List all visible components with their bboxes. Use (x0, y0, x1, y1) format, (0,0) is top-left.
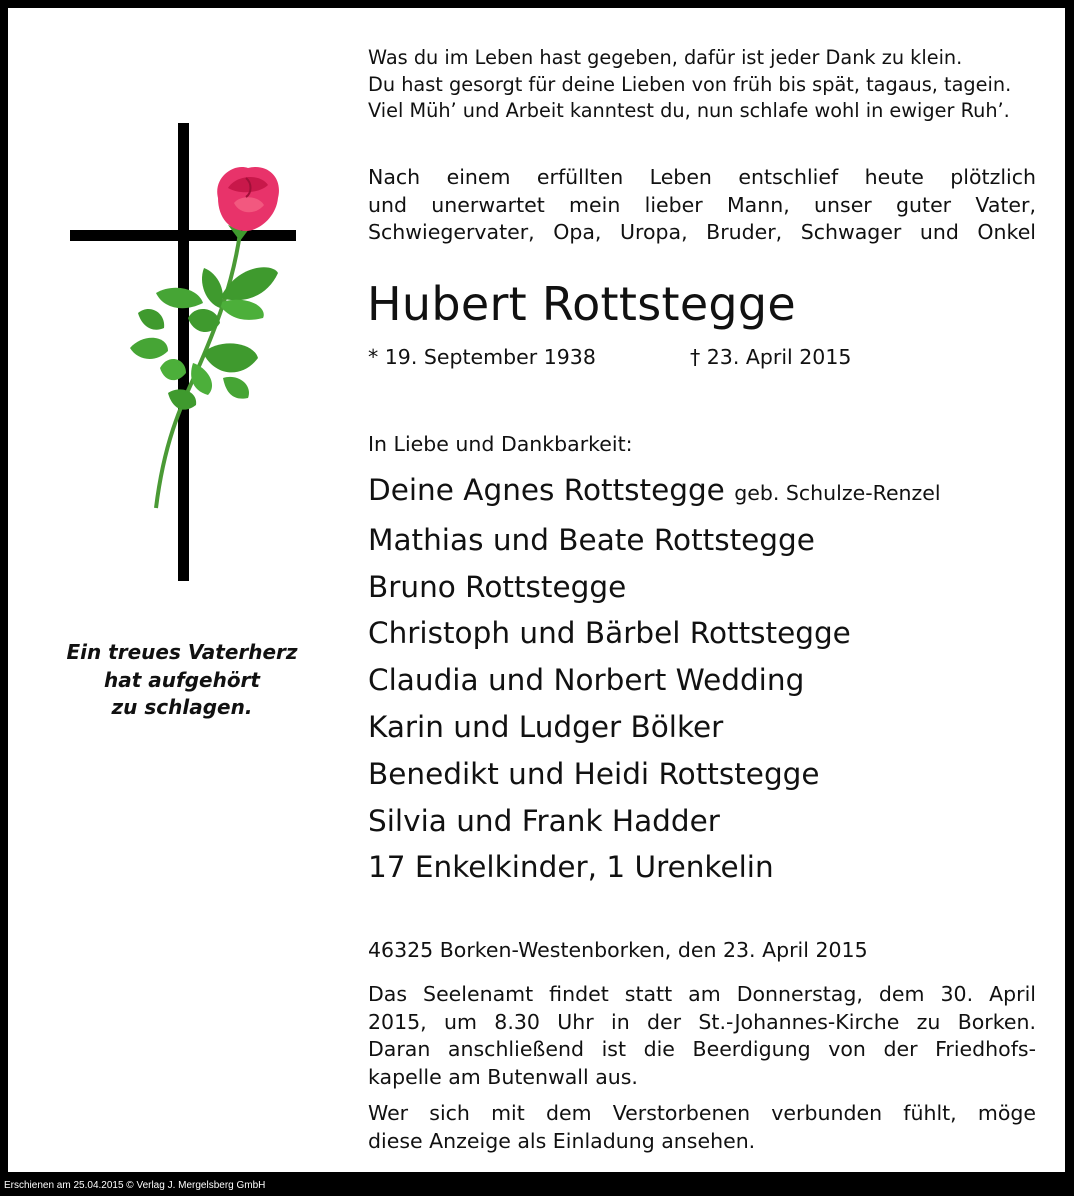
invitation-line: diese Anzeige als Einladung ansehen. (368, 1128, 756, 1153)
family-member: Silvia und Frank Hadder (368, 803, 720, 838)
intro-line: und unerwartet mein lieber Mann, unser guter Vater, (368, 192, 1036, 217)
family-member: Bruno Rottstegge (368, 569, 627, 604)
intro-line: Nach einem erfüllten Leben entschlief heute plötzlich (368, 165, 1036, 189)
rose-icon (130, 167, 279, 508)
death-date: † 23. April 2015 (690, 345, 852, 369)
poem-line: Viel Müh’ und Arbeit kanntest du, nun schlafe wohl in ewiger Ruh’. (368, 99, 1010, 122)
quote-line: hat aufgehört (104, 667, 260, 692)
intro-line: Schwiegervater, Opa, Uropa, Bruder, Schwager und Onkel (368, 220, 1036, 244)
poem-line: Was du im Leben hast gegeben, dafür ist jeder Dank zu klein. (368, 46, 963, 69)
invitation-text (368, 1100, 1036, 1155)
quote-line: Ein treues Vaterherz (66, 640, 298, 664)
invitation-line: Wer sich mit dem Verstorbenen verbunden fühlt, möge (368, 1101, 1036, 1125)
family-member (368, 467, 941, 517)
maiden-name: geb. Schulze-Renzel (734, 481, 941, 505)
family-member: Mathias und Beate Rottstegge (368, 522, 815, 557)
service-line: kapelle am Butenwall aus. (368, 1064, 638, 1089)
poem (368, 45, 1036, 125)
family-member-name: Deine Agnes Rottstegge (368, 473, 725, 507)
poem-line: Du hast gesorgt für deine Lieben von früh bis spät, tagaus, tagein. (368, 72, 1012, 96)
cross-with-rose-icon (68, 123, 318, 593)
birth-date: * 19. September 1938 (368, 345, 596, 369)
place-date: 46325 Borken-Westenborken, den 23. April 2015 (368, 938, 868, 962)
family-member: Benedikt und Heidi Rottstegge (368, 756, 820, 791)
service-line: Daran anschließend ist die Beerdigung von der Friedhofs- (368, 1037, 1036, 1061)
service-line: 2015, um 8.30 Uhr in der St.-Johannes-Kirche zu Borken. (368, 1009, 1036, 1034)
life-dates (368, 343, 852, 371)
service-text (368, 981, 1036, 1091)
deceased-name: Hubert Rottstegge (367, 277, 797, 331)
service-line: Das Seelenamt findet statt am Donnerstag, dem 30. April (368, 982, 1036, 1006)
intro-text (368, 164, 1036, 247)
family-member: 17 Enkelkinder, 1 Urenkelin (368, 850, 774, 885)
quote (28, 639, 336, 722)
obituary-card (8, 8, 1065, 1172)
thanks-heading: In Liebe und Dankbarkeit: (368, 432, 633, 456)
family-list (368, 467, 941, 891)
family-member: Karin und Ludger Bölker (368, 709, 724, 744)
family-member: Christoph und Bärbel Rottstegge (368, 616, 851, 651)
publication-footer: Erschienen am 25.04.2015 © Verlag J. Mergelsberg GmbH (4, 1180, 266, 1191)
quote-line: zu schlagen. (111, 695, 253, 719)
family-member: Claudia und Norbert Wedding (368, 663, 805, 698)
